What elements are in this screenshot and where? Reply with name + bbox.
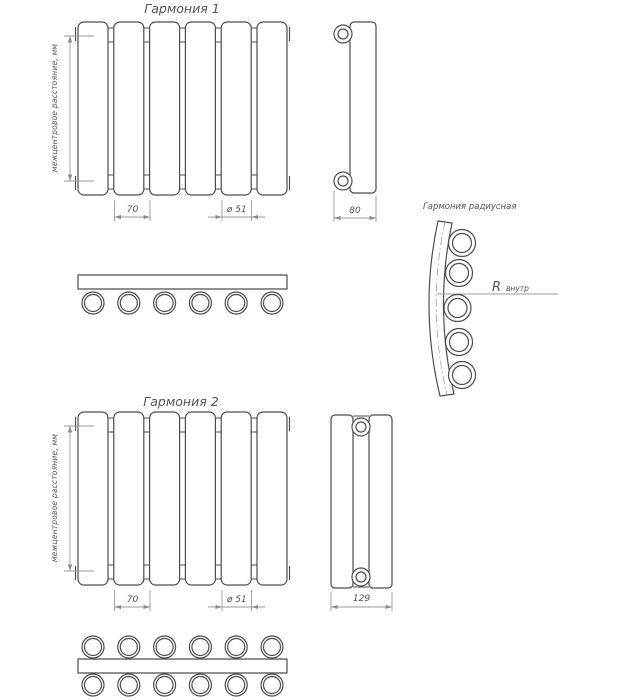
harmony-radial-section — [423, 202, 558, 396]
harmony1-plan-tube-row — [82, 292, 283, 314]
harmony1-section — [50, 1, 376, 314]
harmony1-pitch-dim-value: 70 — [126, 205, 139, 215]
harmony-radial-radius-suffix: внутр — [506, 284, 529, 293]
harmony2-side-bottom-pipe — [352, 568, 370, 586]
harmony2-center-distance-label: межцентровое расстояние, мм — [50, 433, 59, 563]
harmony2-plan-collector — [78, 659, 287, 673]
harmony1-front-view — [76, 22, 290, 195]
harmony1-center-distance-label: межцентровое расстояние, мм — [50, 43, 59, 173]
harmony2-side-view — [331, 415, 392, 611]
harmony2-side-front-column — [331, 415, 353, 588]
harmony1-side-bottom-pipe — [334, 172, 352, 190]
harmony1-side-top-pipe — [334, 25, 352, 43]
harmony2-side-top-pipe — [352, 418, 370, 436]
harmony2-front-view — [76, 412, 290, 585]
harmony-radial-title: Гармония радиусная — [423, 202, 517, 212]
harmony2-side-rear-column — [369, 415, 392, 588]
harmony1-diameter-dimension — [208, 200, 266, 221]
harmony2-plan-view — [78, 636, 287, 696]
harmony1-diameter-dim-value: ø 51 — [226, 205, 247, 215]
harmony1-depth-dim-value: 80 — [349, 206, 361, 216]
harmony2-plan-tube-row-top — [82, 636, 283, 658]
harmony1-side-body — [350, 22, 376, 193]
harmony1-plan-view — [78, 275, 287, 314]
harmony2-pitch-dimension — [115, 590, 151, 611]
harmony2-section — [50, 394, 392, 696]
harmony2-pitch-dim-value: 70 — [126, 595, 139, 605]
harmony-radial-radius-prefix: R — [492, 280, 502, 295]
harmony1-title: Гармония 1 — [144, 1, 220, 16]
harmony1-pitch-dimension — [115, 200, 151, 221]
harmony1-side-view — [334, 22, 376, 222]
harmony2-diameter-dimension — [208, 590, 266, 611]
harmony2-diameter-dim-value: ø 51 — [226, 595, 247, 605]
harmony2-plan-tube-row-bottom — [82, 674, 283, 696]
harmony1-plan-collector — [78, 275, 287, 289]
harmony2-title: Гармония 2 — [143, 394, 219, 409]
harmony2-depth-dim-value: 129 — [352, 594, 371, 604]
